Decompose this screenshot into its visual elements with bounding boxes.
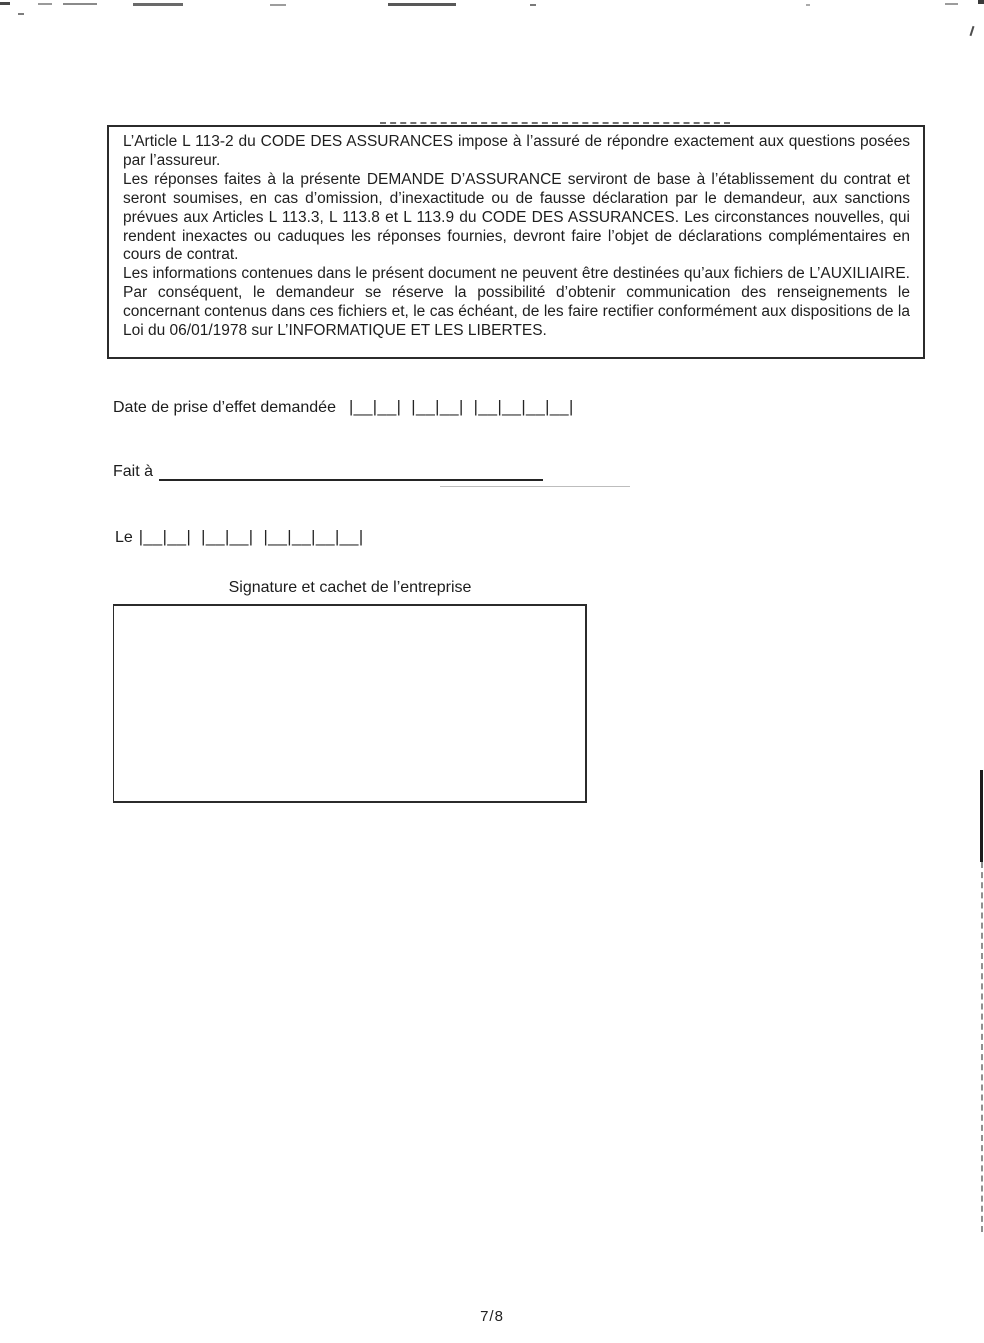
place-label: Fait à	[113, 463, 154, 480]
scan-artifact	[978, 0, 984, 4]
date-signed-input[interactable]: |__|__| |__|__| |__|__|__|__|	[138, 528, 364, 546]
scan-artifact	[530, 4, 536, 6]
scan-artifact	[63, 3, 97, 5]
scan-artifact	[440, 486, 630, 487]
place-input[interactable]	[159, 460, 543, 481]
effective-date-label: Date de prise d’effet demandée	[113, 399, 336, 416]
scan-artifact	[970, 26, 975, 36]
scan-artifact	[388, 3, 456, 6]
effective-date-row	[113, 398, 574, 417]
scan-artifact	[38, 3, 52, 5]
scan-artifact	[270, 4, 286, 6]
legal-notice-paragraph-1: L’Article L 113-2 du CODE DES ASSURANCES impose à l’assuré de répondre exactement aux questions posées par l’assureur.	[123, 133, 910, 169]
effective-date-input[interactable]: |__|__| |__|__| |__|__|__|__|	[348, 398, 574, 416]
signature-label: Signature et cachet de l’entreprise	[228, 579, 472, 596]
legal-notice-paragraph-3: Les informations contenues dans le présent document ne peuvent être destinées qu’aux fichiers de L’AUXILIAIRE. Par conséquent, le demandeur se réserve la possibilité d’obtenir communication des renseignements le concernant contenus dans ces fichiers et, le cas échéant, de les faire rectifier conformément aux dispositions de la Loi du 06/01/1978 sur L’INFORMATIQUE ET LES LIBERTES.	[123, 265, 910, 340]
legal-notice-box	[107, 125, 925, 359]
scan-artifact	[980, 770, 983, 862]
scan-artifact	[0, 2, 10, 5]
scan-artifact	[380, 122, 730, 124]
scan-artifact	[945, 3, 958, 5]
scan-artifact	[133, 3, 183, 6]
date-signed-row	[115, 528, 364, 547]
date-signed-label: Le	[115, 529, 133, 546]
page-number: 7/8	[480, 1308, 504, 1325]
signature-box[interactable]	[113, 604, 587, 803]
place-row	[113, 460, 543, 481]
scan-artifact	[981, 862, 983, 1232]
legal-notice-paragraph-2: Les réponses faites à la présente DEMANDE D’ASSURANCE serviront de base à l’établissement du contrat et seront soumises, en cas d’omission, d’inexactitude ou de fausse déclaration par le demandeur, aux sanctions prévues aux Articles L 113.3, L 113.8 et L 113.9 du CODE DES ASSURANCES. Les circonstances nouvelles, qui rendent inexactes ou caduques les réponses fournies, devront faire l’objet de déclarations complémentaires en cours de contrat.	[123, 170, 910, 264]
scan-artifact	[806, 4, 810, 6]
scan-artifact	[18, 13, 24, 15]
